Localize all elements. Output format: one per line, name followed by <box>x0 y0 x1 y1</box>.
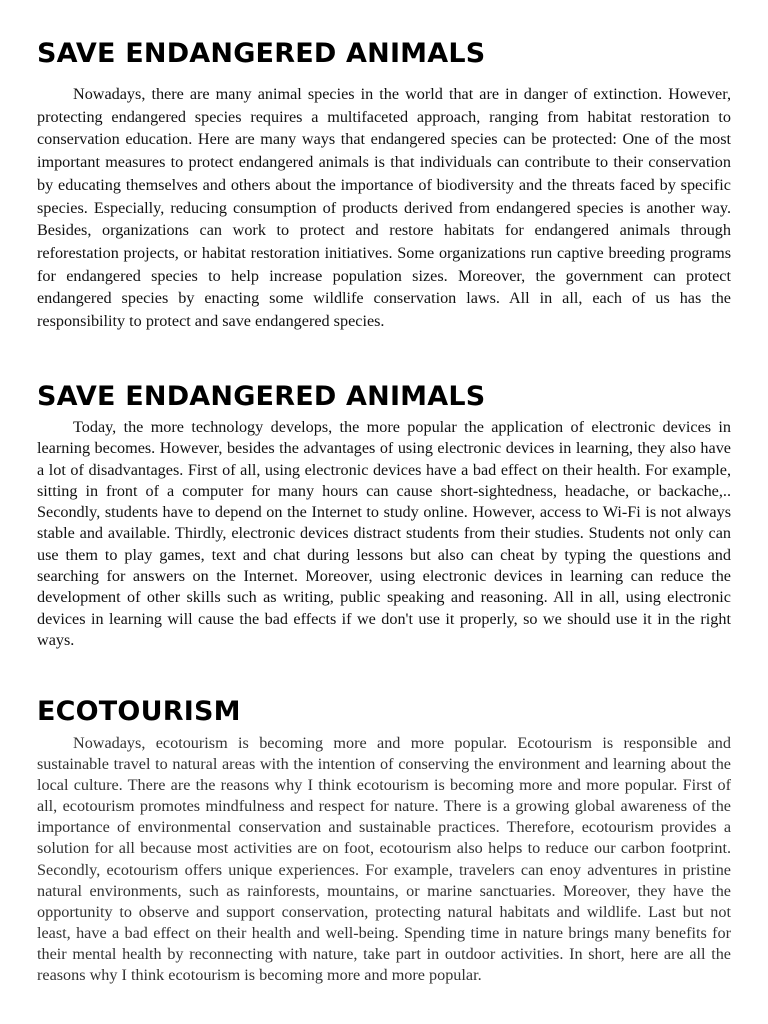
section-body-3: Nowadays, ecotourism is becoming more and more popular. Ecotourism is responsible and sustainable travel to natural areas with the intention of conserving the environment and learning about the local culture. There are the reasons why I think ecotourism is becoming more and more popular. First of all, ecotourism promotes mindfulness and respect for nature. There is a growing global awareness of the importance of environmental conservation and sustainable practices. Therefore, ecotourism provides a solution for all because most activities are on foot, ecotourism also helps to reduce our carbon footprint. Secondly, ecotourism offers unique experiences. For example, travelers can enoy adventures in pristine natural environments, such as rainforests, mountains, or marine sanctuaries. Moreover, they have the opportunity to observe and support conservation, protecting natural habitats and wildlife. Last but not least, have a bad effect on their health and well-being. Spending time in nature brings many benefits for their mental health by reconnecting with nature, take part in outdoor activities. In short, here are all the reasons why I think ecotourism is becoming more and more popular. <box>37 734 731 985</box>
section-body-1: Nowadays, there are many animal species in the world that are in danger of extinction. However, protecting endangered species requires a multifaceted approach, ranging from habitat restoration to conservation education. Here are many ways that endangered species can be protected: One of the most important measures to protect endangered animals is that individuals can contribute to their conservation by educating themselves and others about the importance of biodiversity and the threats faced by specific species. Especially, reducing consumption of products derived from endangered species is another way. Besides, organizations can work to protect and restore habitats for endangered animals through reforestation projects, or habitat restoration initiatives. Some organizations run captive breeding programs for endangered species to help increase population sizes. Moreover, the government can protect endangered species by enacting some wildlife conservation laws. All in all, each of us has the responsibility to protect and save endangered species. <box>37 85 731 331</box>
section-heading-1: SAVE ENDANGERED ANIMALS <box>37 38 486 69</box>
section-body-2: Today, the more technology develops, the more popular the application of electronic devices in learning becomes. However, besides the advantages of using electronic devices in learning, they also have a lot of disadvantages. First of all, using electronic devices have a bad effect on their health. For example, sitting in front of a computer for many hours can cause short-sightedness, headache, or backache,.. Secondly, students have to depend on the Internet to study online. However, access to Wi-Fi is not always stable and available. Thirdly, electronic devices distract students from their studies. Students not only can use them to play games, text and chat during lessons but also can cheat by typing the questions and searching for answers on the Internet. Moreover, using electronic devices in learning can reduce the development of other skills such as writing, public speaking and reasoning. All in all, using electronic devices in learning will cause the bad effects if we don't use it properly, so we should use it in the right ways. <box>37 418 731 649</box>
section-heading-3: ECOTOURISM <box>37 696 241 727</box>
section-heading-2: SAVE ENDANGERED ANIMALS <box>37 381 486 412</box>
